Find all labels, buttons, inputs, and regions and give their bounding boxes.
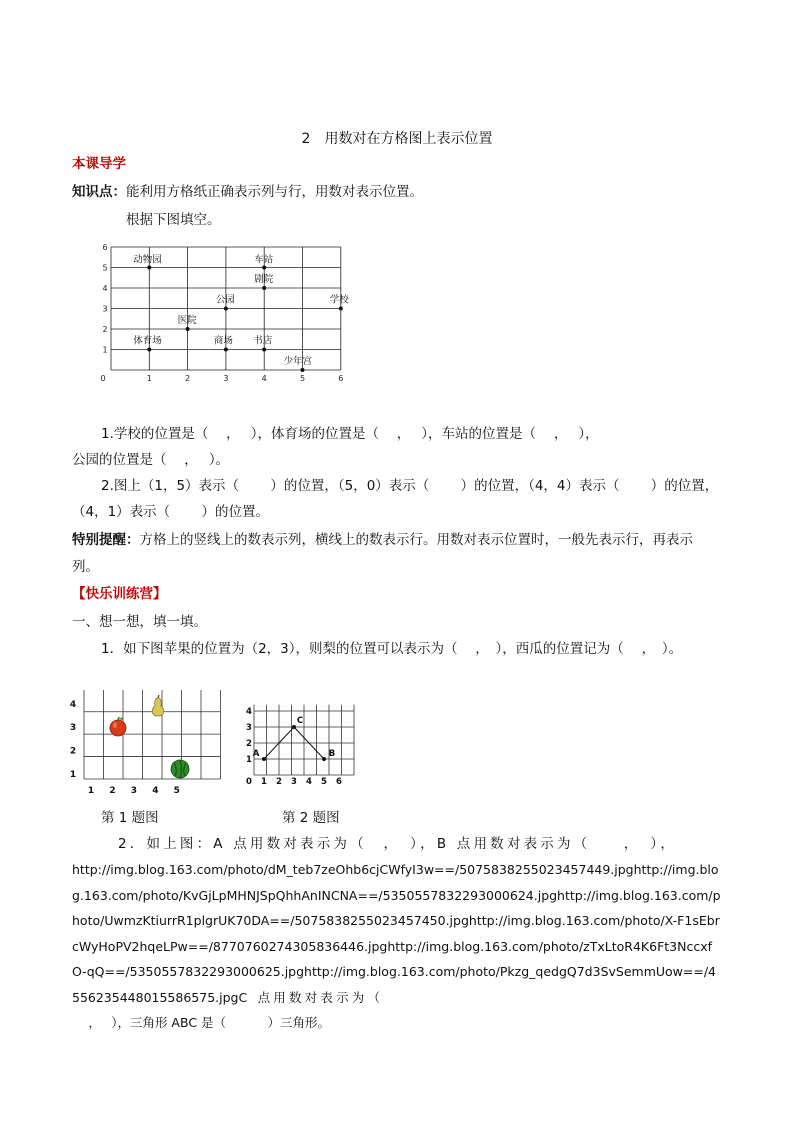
c-point-prompt: C 点用数对表示为（ xyxy=(238,989,384,1005)
y-tick-label: 3 xyxy=(69,723,77,734)
fruit-grid-ticks xyxy=(70,700,180,796)
x-tick-label: 2 xyxy=(109,786,116,796)
place-point xyxy=(147,348,151,352)
section-practice-heading: 【快乐训练营】 xyxy=(72,586,167,602)
knowledge-point xyxy=(72,180,423,200)
apple-icon xyxy=(110,717,126,736)
place-point xyxy=(262,266,266,270)
section-guide-heading: 本课导学 xyxy=(72,156,126,172)
place-label: 动物园 xyxy=(133,254,162,266)
y-tick-label: 4 xyxy=(102,284,108,293)
place-point xyxy=(301,368,305,372)
knowledge-text: 能利用方格纸正确表示列与行，用数对表示位置。 xyxy=(126,184,423,200)
knowledge-label: 知识点： xyxy=(72,184,126,200)
x-tick-label: 0 xyxy=(246,777,252,787)
image-url-text: http://img.blog.163.com/photo/dM_teb7zeOhb6cjCWfyI3w==/5075838255023457449.jpghttp://img.blog.163.com/photo/KvGjLpMHNJSpQhhAnINCNA==/5350557832293000624.jpghttp://img.blog.163.com/photo/UwmzKtiurrR1plgrUK70DA==/5075838255023457450.jpghttp://img.blog.163.com/photo/X-F1sEbrcWyHoPV2hqeLPw==/8770760274305836446.jpghttp://img.blog.163.com/photo/zTxLtoR4K6Ft3NccxfO-qQ==/5350557832293000625.jpghttp://img.blog.163.com/photo/Pkzg_qedgQ7d3SvSemmUow==/4556235448015586575.jpg xyxy=(72,862,721,1005)
practice-question-1: 1．如下图苹果的位置为（2，3），则梨的位置可以表示为（ ， ），西瓜的位置记为（ ， ）。 xyxy=(101,641,683,657)
triangle-grid-figure xyxy=(240,693,370,788)
y-tick-label: 1 xyxy=(69,770,77,780)
practice-question-2-line-1: 2．如上图：A 点用数对表示为（ ， ），B 点用数对表示为（ ， ）， xyxy=(118,836,678,852)
question-1-line-2: 公园的位置是（ ， ）。 xyxy=(72,452,230,468)
y-tick-label: 2 xyxy=(102,325,108,334)
triangle-grid xyxy=(254,705,354,775)
y-tick-label: 1 xyxy=(246,755,252,765)
x-tick-label: 6 xyxy=(338,374,344,383)
y-tick-label: 3 xyxy=(102,304,108,314)
question-2-last-line: ， ），三角形 ABC 是（ ）三角形。 xyxy=(72,1015,331,1030)
place-point xyxy=(224,307,228,311)
place-label: 少年宫 xyxy=(283,356,313,367)
figure-1-caption: 第 1 题图 xyxy=(101,810,159,826)
triangle-vertex xyxy=(322,757,326,761)
y-tick-label: 1 xyxy=(102,345,108,355)
position-map-chart xyxy=(95,236,365,386)
place-label: 医院 xyxy=(177,315,197,326)
place-label: 体育场 xyxy=(133,335,162,347)
special-tip xyxy=(72,528,693,548)
tip-line-1: 方格上的竖线上的数表示列，横线上的数表示行。用数对表示位置时，一般先表示行，再表示 xyxy=(139,532,693,548)
place-point xyxy=(262,348,266,352)
place-label: 剧院 xyxy=(254,274,274,285)
part-1-heading: 一、想一想，填一填。 xyxy=(72,614,207,630)
x-tick-label: 4 xyxy=(152,786,159,796)
map-places xyxy=(133,254,349,373)
vertex-label: A xyxy=(252,749,260,759)
vertex-label: C xyxy=(296,716,304,726)
x-tick-label: 2 xyxy=(185,374,191,383)
place-label: 学校 xyxy=(329,294,349,306)
x-tick-label: 0 xyxy=(100,374,106,383)
x-tick-label: 1 xyxy=(87,786,95,796)
fruit-grid xyxy=(84,690,221,779)
place-label: 商场 xyxy=(213,335,233,347)
place-point xyxy=(186,327,190,331)
place-label: 书店 xyxy=(253,335,273,347)
x-tick-label: 1 xyxy=(146,374,152,383)
page-title: 2 用数对在方格图上表示位置 xyxy=(301,131,493,147)
x-tick-label: 6 xyxy=(336,777,342,787)
triangle-abc xyxy=(253,716,336,761)
watermelon-icon xyxy=(171,760,189,778)
y-tick-label: 2 xyxy=(69,746,77,757)
x-tick-label: 3 xyxy=(130,786,138,796)
x-tick-label: 1 xyxy=(261,777,267,787)
place-point xyxy=(147,266,151,270)
place-label: 公园 xyxy=(215,294,235,306)
y-tick-label: 4 xyxy=(246,707,252,717)
x-tick-label: 4 xyxy=(306,777,312,787)
x-tick-label: 3 xyxy=(223,374,229,383)
x-tick-label: 5 xyxy=(173,786,180,796)
question-1-line-1: 1.学校的位置是（ ， ），体育场的位置是（ ， ），车站的位置是（ ， ）， xyxy=(101,426,599,442)
x-tick-label: 3 xyxy=(291,777,297,787)
triangle-vertex xyxy=(292,725,296,729)
x-tick-label: 5 xyxy=(321,777,327,787)
place-point xyxy=(262,286,266,290)
question-2-line-2: （4，1）表示（ ）的位置。 xyxy=(72,504,269,520)
x-tick-label: 4 xyxy=(261,374,267,383)
y-tick-label: 4 xyxy=(69,699,77,710)
question-2-line-1: 2.图上（1，5）表示（ ）的位置，（5，0）表示（ ）的位置，（4，4）表示（ ）的位置， xyxy=(101,478,719,494)
x-tick-label: 5 xyxy=(299,374,306,383)
triangle-vertex xyxy=(262,757,266,761)
fill-instruction: 根据下图填空。 xyxy=(126,212,221,228)
figure-2-caption: 第 2 题图 xyxy=(282,810,340,826)
fruit-grid-figure xyxy=(65,690,230,800)
place-label: 车站 xyxy=(254,254,274,266)
place-point xyxy=(224,348,228,352)
y-tick-label: 6 xyxy=(102,243,108,252)
y-tick-label: 3 xyxy=(246,723,252,733)
vertex-label: B xyxy=(328,749,336,759)
question-2-body xyxy=(72,857,722,1036)
y-tick-label: 2 xyxy=(246,739,252,749)
tip-line-2: 列。 xyxy=(72,559,99,575)
place-point xyxy=(339,307,343,311)
x-tick-label: 2 xyxy=(276,777,282,787)
y-tick-label: 5 xyxy=(102,263,108,273)
tip-label: 特别提醒： xyxy=(72,532,140,548)
